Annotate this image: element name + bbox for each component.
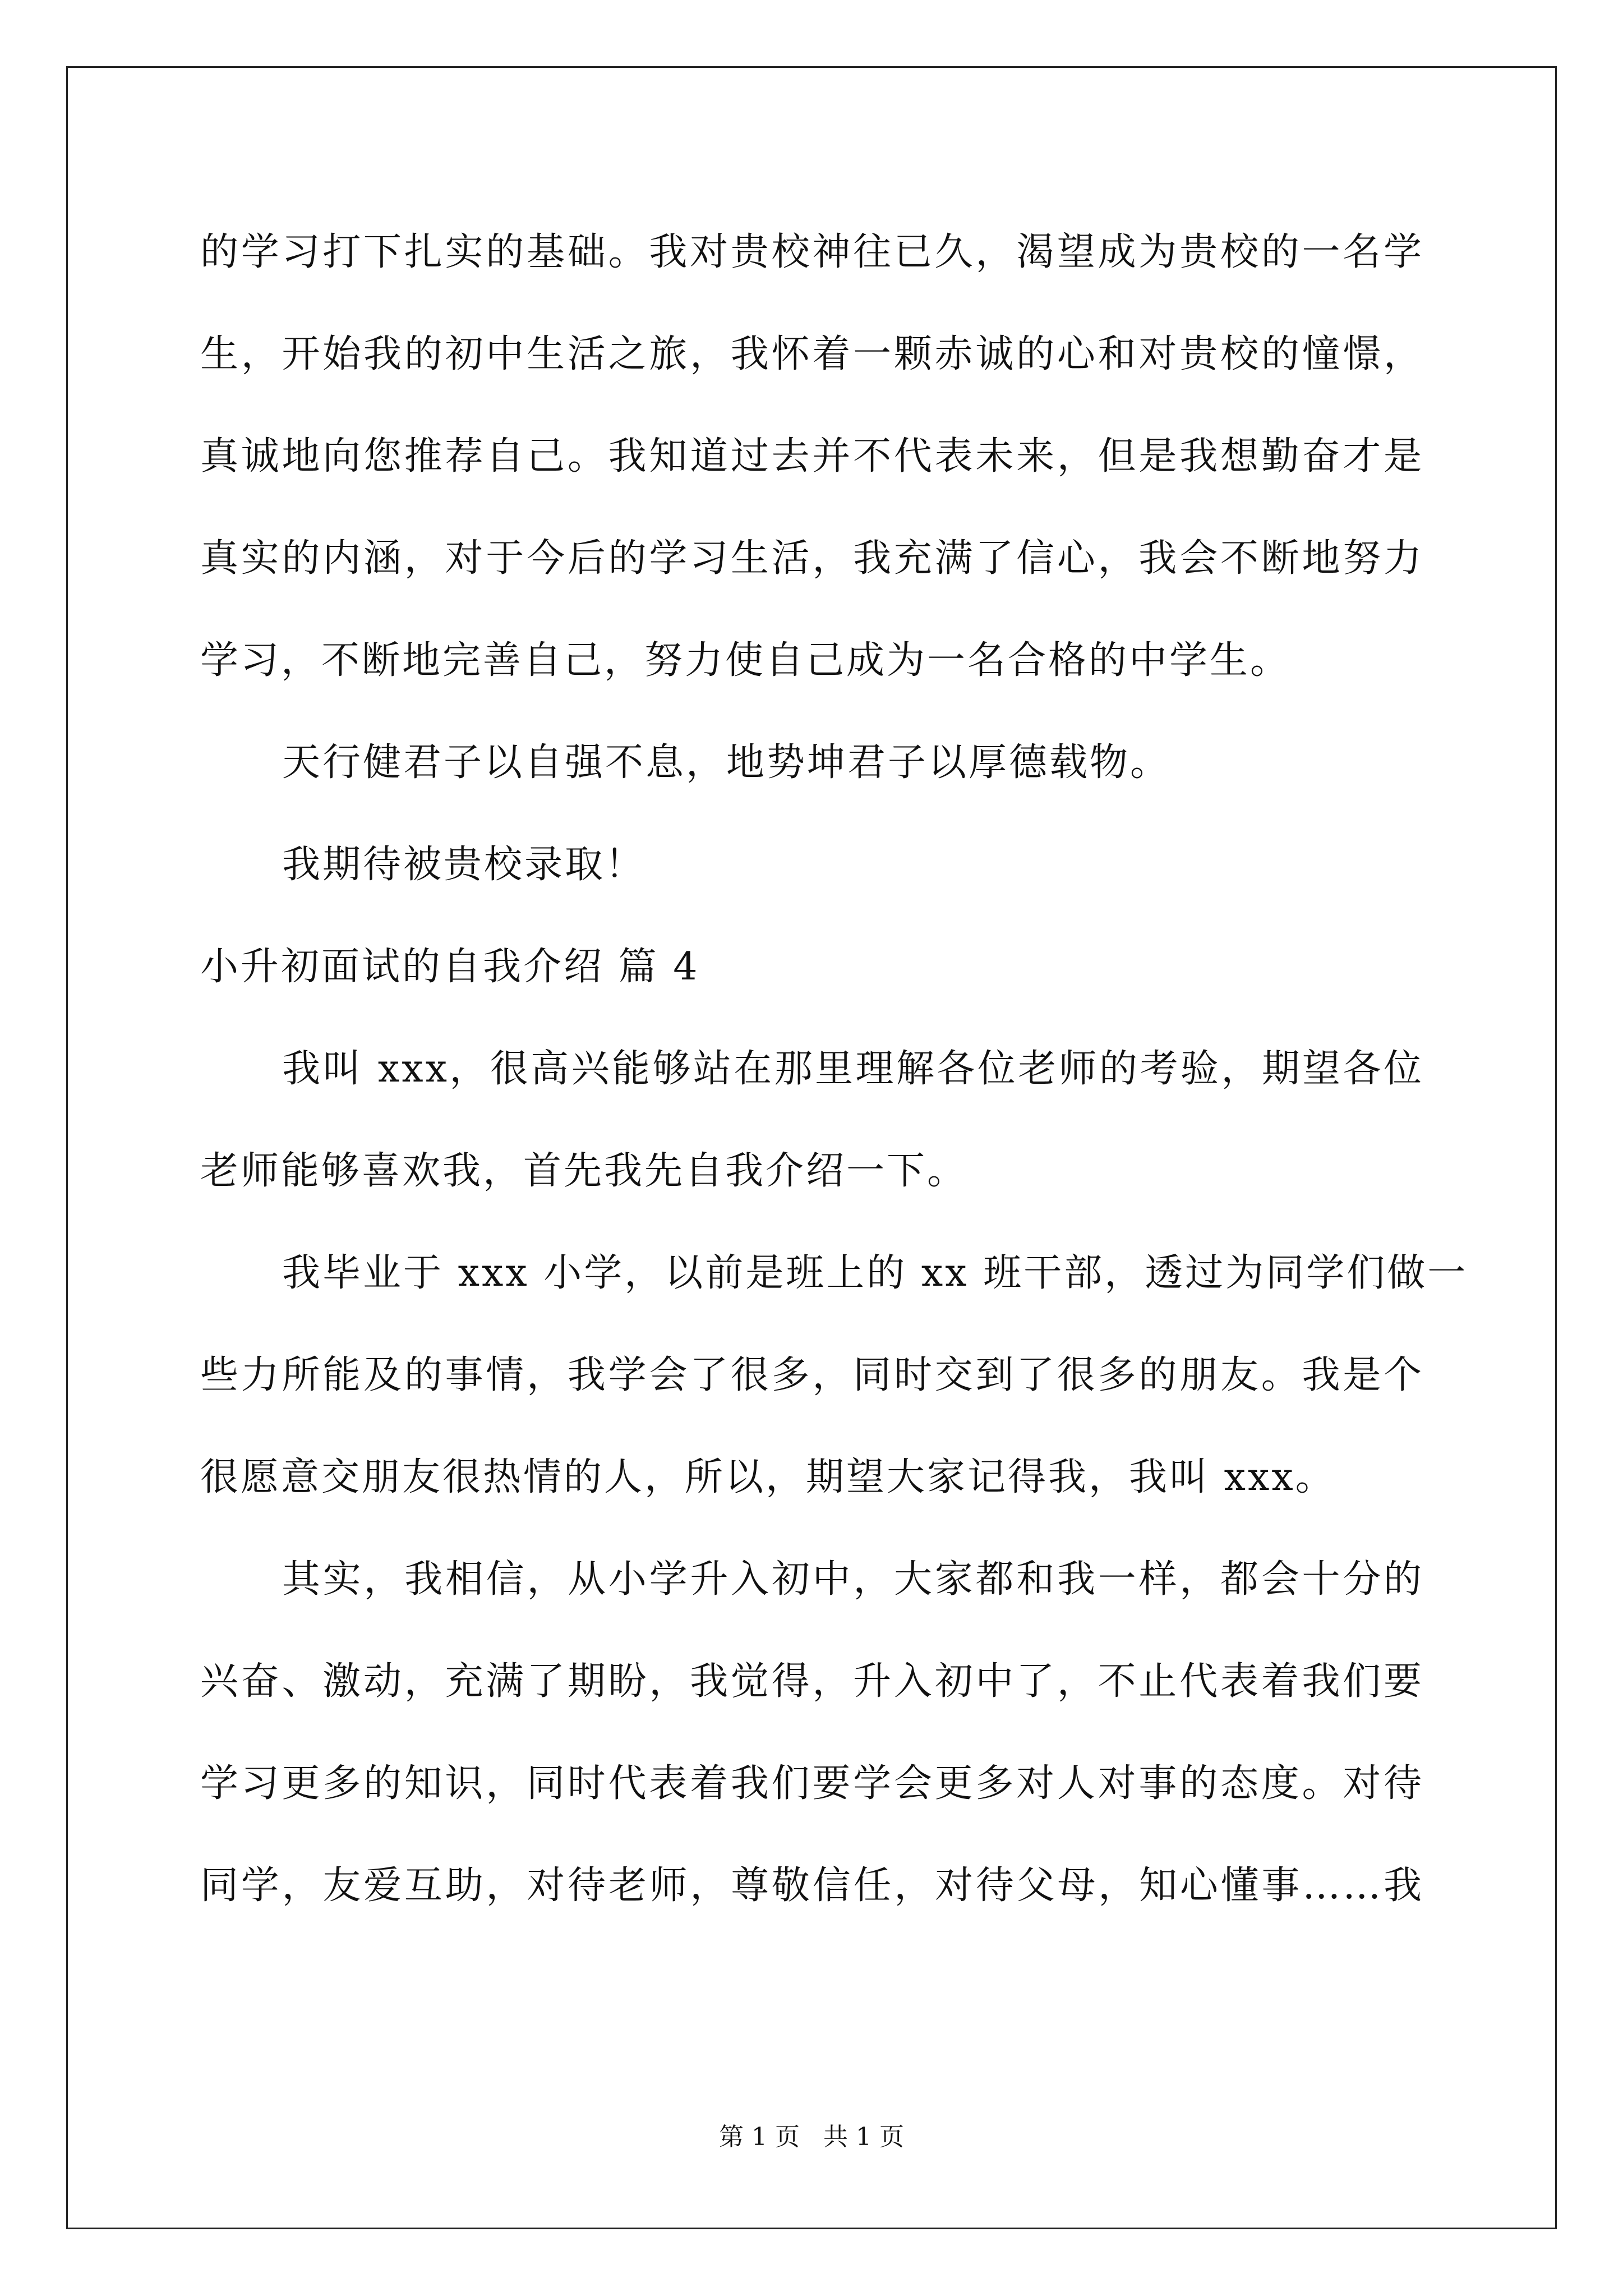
document-body	[200, 219, 1468, 1954]
text-line: 我期待被贵校录取！	[282, 843, 646, 887]
text-line: 真诚地向您推荐自己。我知道过去并不代表未来，但是我想勤奋才是	[200, 434, 1424, 478]
text-line: 生，开始我的初中生活之旅，我怀着一颗赤诚的心和对贵校的憧憬，	[200, 332, 1424, 376]
text-line: 很愿意交朋友很热情的人，所以，期望大家记得我，我叫 xxx。	[200, 1455, 1336, 1499]
text-line: 老师能够喜欢我，首先我先自我介绍一下。	[200, 1149, 968, 1193]
text-line: 真实的内涵，对于今后的学习生活，我充满了信心，我会不断地努力	[200, 536, 1424, 581]
section-heading: 小升初面试的自我介绍 篇 4	[200, 945, 700, 989]
page-footer	[0, 2120, 1623, 2154]
text-line: 其实，我相信，从小学升入初中，大家都和我一样，都会十分的	[282, 1557, 1424, 1602]
text-line: 些力所能及的事情，我学会了很多，同时交到了很多的朋友。我是个	[200, 1353, 1424, 1397]
text-line: 天行健君子以自强不息，地势坤君子以厚德载物。	[282, 740, 1171, 785]
page-number: 第 1 页	[719, 2123, 800, 2151]
text-line: 的学习打下扎实的基础。我对贵校神往已久，渴望成为贵校的一名学	[200, 230, 1424, 274]
text-line: 我毕业于 xxx 小学，以前是班上的 xx 班干部，透过为同学们做一	[282, 1251, 1468, 1295]
text-line: 学习更多的知识，同时代表着我们要学会更多对人对事的态度。对待	[200, 1761, 1424, 1806]
text-line: 同学，友爱互助，对待老师，尊敬信任，对待父母，知心懂事……我	[200, 1864, 1424, 1908]
text-line: 兴奋、激动，充满了期盼，我觉得，升入初中了，不止代表着我们要	[200, 1659, 1424, 1704]
page-total: 共 1 页	[823, 2123, 904, 2151]
text-line: 我叫 xxx，很高兴能够站在那里理解各位老师的考验，期望各位	[282, 1047, 1424, 1091]
text-line: 学习，不断地完善自己，努力使自己成为一名合格的中学生。	[200, 638, 1291, 683]
